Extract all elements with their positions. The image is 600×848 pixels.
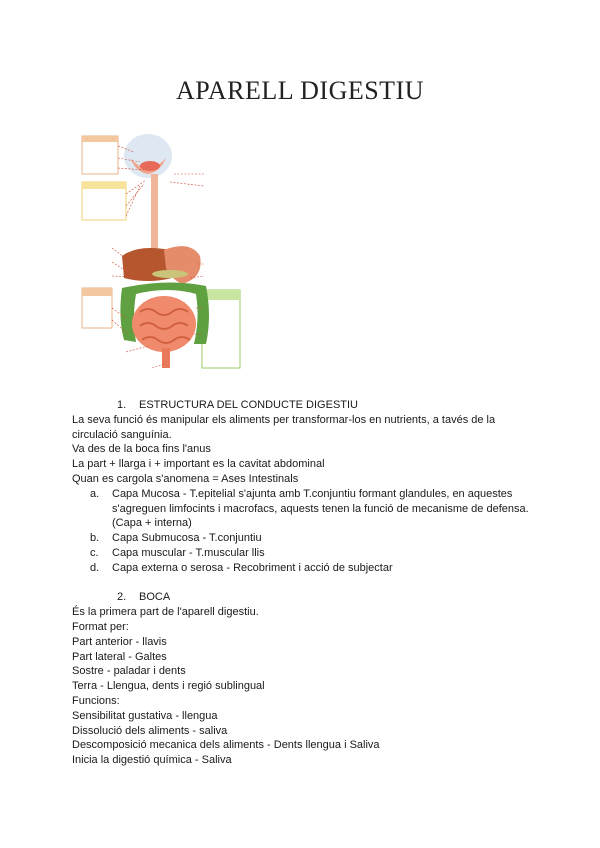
body-text [72, 398, 532, 768]
paragraph-line: Inicia la digestió química - Saliva [72, 754, 232, 767]
list-text: Capa Mucosa - T.epitelial s'ajunta amb T.conjuntiu formant glandules, en aquestes s'agreguen limfocints i macrofacs, aquests tenen la funció de mecanisme de defensa. (Capa + interna) [112, 487, 529, 530]
section-number: 1. [117, 399, 127, 411]
paragraph-line: Dissolució dels aliments - saliva [72, 724, 228, 737]
section-title: ESTRUCTURA DEL CONDUCTE DIGESTIU [139, 399, 359, 411]
paragraph-line: circulació sanguínia. [72, 428, 172, 441]
list-text: Capa muscular - T.muscular llis [112, 546, 265, 559]
list-item [72, 487, 532, 531]
list-marker: c. [90, 546, 99, 559]
list-text: Capa Submucosa - T.conjuntiu [112, 532, 262, 545]
paragraph-line: Part anterior - llavis [72, 635, 167, 648]
paragraph-line: Funcions: [72, 694, 120, 707]
section-number: 2. [117, 591, 127, 604]
section-heading [72, 590, 532, 605]
list-marker: d. [90, 561, 100, 574]
paragraph-line: És la primera part de l'aparell digestiu. [72, 606, 259, 619]
page-title: APARELL DIGESTIU [175, 76, 425, 105]
paragraph-line: Descomposició mecanica dels aliments - Dents llengua i Saliva [72, 739, 380, 752]
list-marker: a. [90, 487, 100, 500]
list-item [72, 561, 532, 576]
digestive-system-diagram [78, 128, 248, 376]
paragraph-line: Sostre - paladar i dents [72, 665, 186, 678]
list-item [72, 546, 532, 561]
paragraph-line: La seva funció és manipular els aliments per transformar-los en nutrients, a tavés de la [72, 413, 496, 426]
paragraph-line: Part lateral - Galtes [72, 650, 167, 663]
paragraph-line: La part + llarga i + important es la cavitat abdominal [72, 458, 325, 471]
section-heading [72, 398, 532, 413]
paragraph-line: Quan es cargola s'anomena = Ases Intestinals [72, 472, 299, 485]
paragraph-line: Va des de la boca fins l'anus [72, 443, 211, 456]
paragraph-line: Terra - Llengua, dents i regió sublingual [72, 680, 265, 693]
section-title: BOCA [139, 591, 171, 604]
list-marker: b. [90, 532, 100, 545]
paragraph-line: Sensibilitat gustativa - llengua [72, 709, 218, 722]
paragraph-line: Format per: [72, 620, 129, 633]
list-item [72, 531, 532, 546]
list-text: Capa externa o serosa - Recobriment i acció de subjectar [112, 561, 393, 574]
